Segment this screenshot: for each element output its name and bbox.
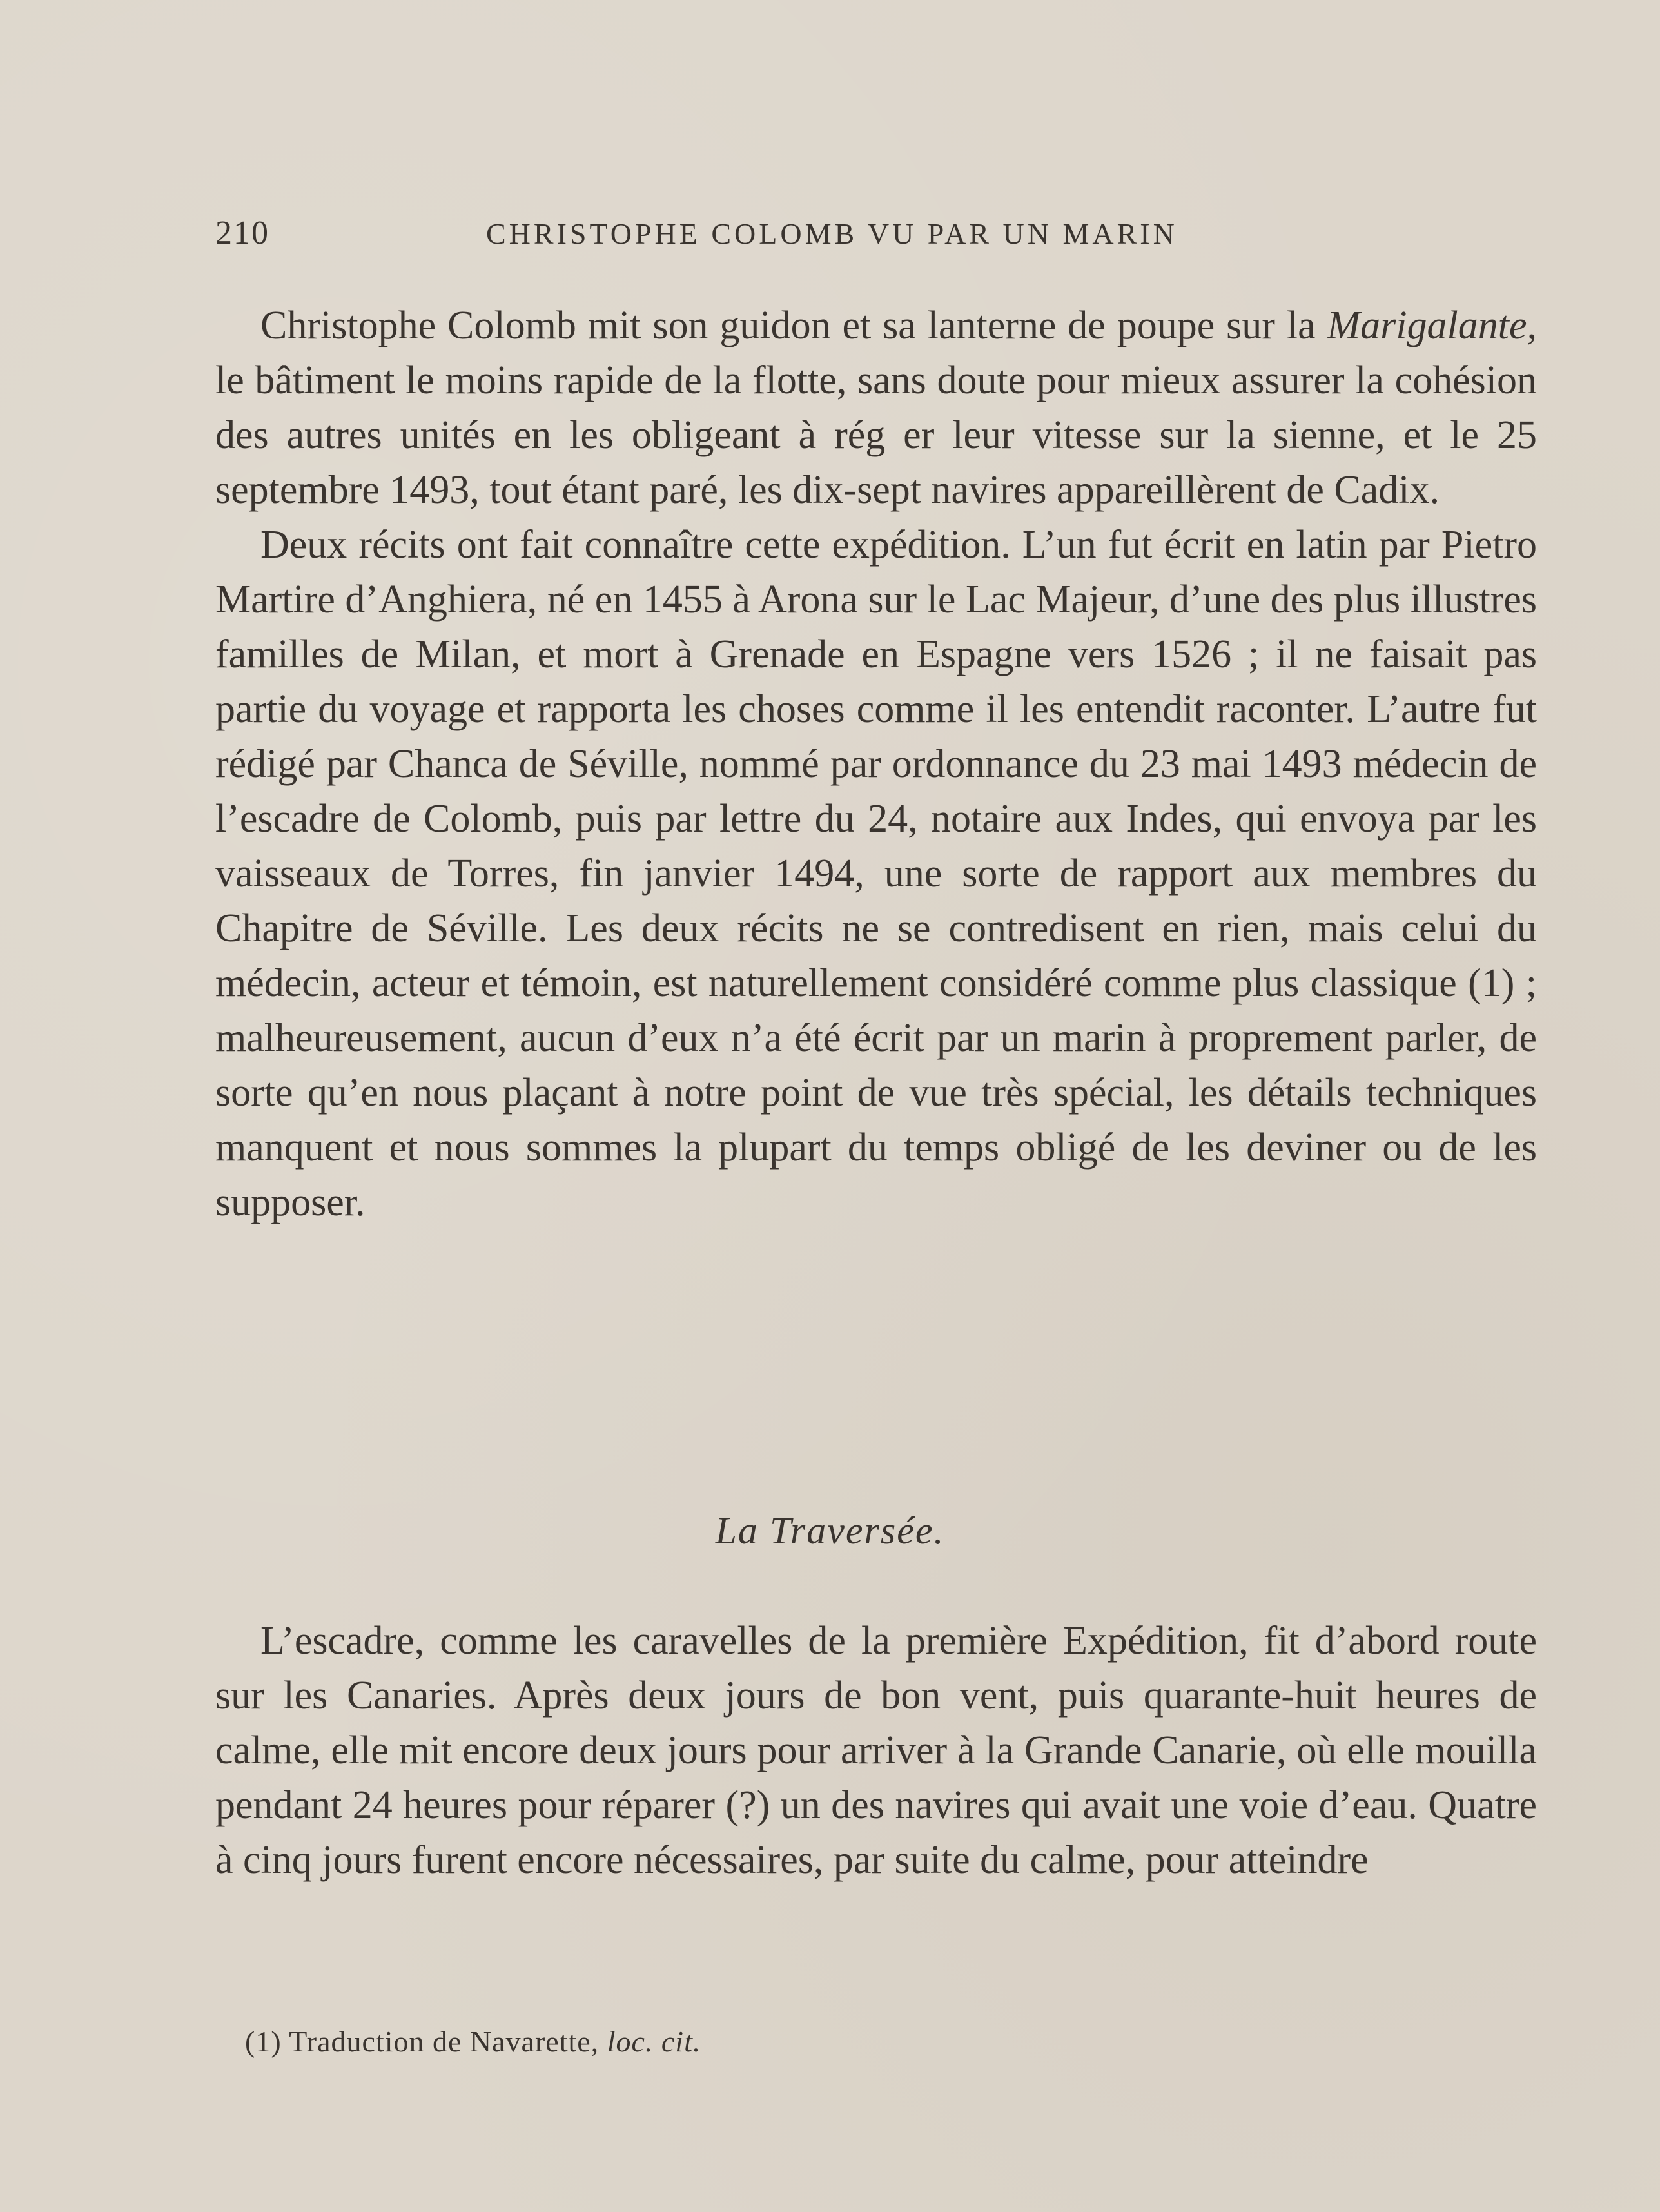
paragraph-1-text-a: Christophe Colomb mit son guidon et sa lanterne de poupe sur la [260,304,1327,347]
footnote [245,2024,701,2059]
page-number: 210 [215,215,269,251]
body-text-upper [215,299,1537,1230]
page-header [215,214,1273,266]
body-text-lower [215,1614,1537,1888]
footnote-citation: loc. cit. [607,2025,701,2058]
paragraph-1 [215,299,1537,518]
paragraph-2: Deux récits ont fait connaître cette expédition. L’un fut écrit en latin par Pietro Martire d’Anghiera, né en 1455 à Arona sur le Lac Majeur, d’une des plus illustres familles de Milan, et mort à Grenade en Espagne vers 1526 ; il ne faisait pas partie du voyage et rapporta les choses comme il les entendit raconter. L’autre fut rédigé par Chanca de Séville, nommé par ordonnance du 23 mai 1493 médecin de l’escadre de Colomb, puis par lettre du 24, notaire aux Indes, qui envoya par les vaisseaux de Torres, fin janvier 1494, une sorte de rapport aux membres du Chapitre de Séville. Les deux récits ne se contredisent en rien, mais celui du médecin, acteur et témoin, est naturellement considéré comme plus classique (1) ; malheureusement, aucun d’eux n’a été écrit par un marin à proprement parler, de sorte qu’en nous plaçant à notre point de vue très spécial, les détails techniques manquent et nous sommes la plupart du temps obligé de les deviner ou de les supposer. [215,523,1537,1224]
paragraph-1-text-b: le bâtiment le moins rapide de la flotte, sans doute pour mieux assurer la cohésion des autres unités en les obligeant à rég er leur vitesse sur la sienne, et le 25 septembre 1493, tout étant paré, les dix-sept navires appareillèrent de Cadix. [215,358,1537,512]
ship-name-marigalante: Marigalante, [1327,304,1537,347]
footnote-text: (1) Traduction de Navarette, [245,2025,607,2058]
section-title: La Traversée. [715,1509,945,1552]
running-title: CHRISTOPHE COLOMB VU PAR UN MARIN [486,217,1178,250]
paragraph-3: L’escadre, comme les caravelles de la première Expédition, fit d’abord route sur les Canaries. Après deux jours de bon vent, puis quarante-huit heures de calme, elle mit encore deux jours pour arriver à la Grande Canarie, où elle mouilla pendant 24 heures pour réparer (?) un des navires qui avait une voie d’eau. Quatre à cinq jours furent encore nécessaires, par suite du calme, pour atteindre [215,1619,1537,1882]
